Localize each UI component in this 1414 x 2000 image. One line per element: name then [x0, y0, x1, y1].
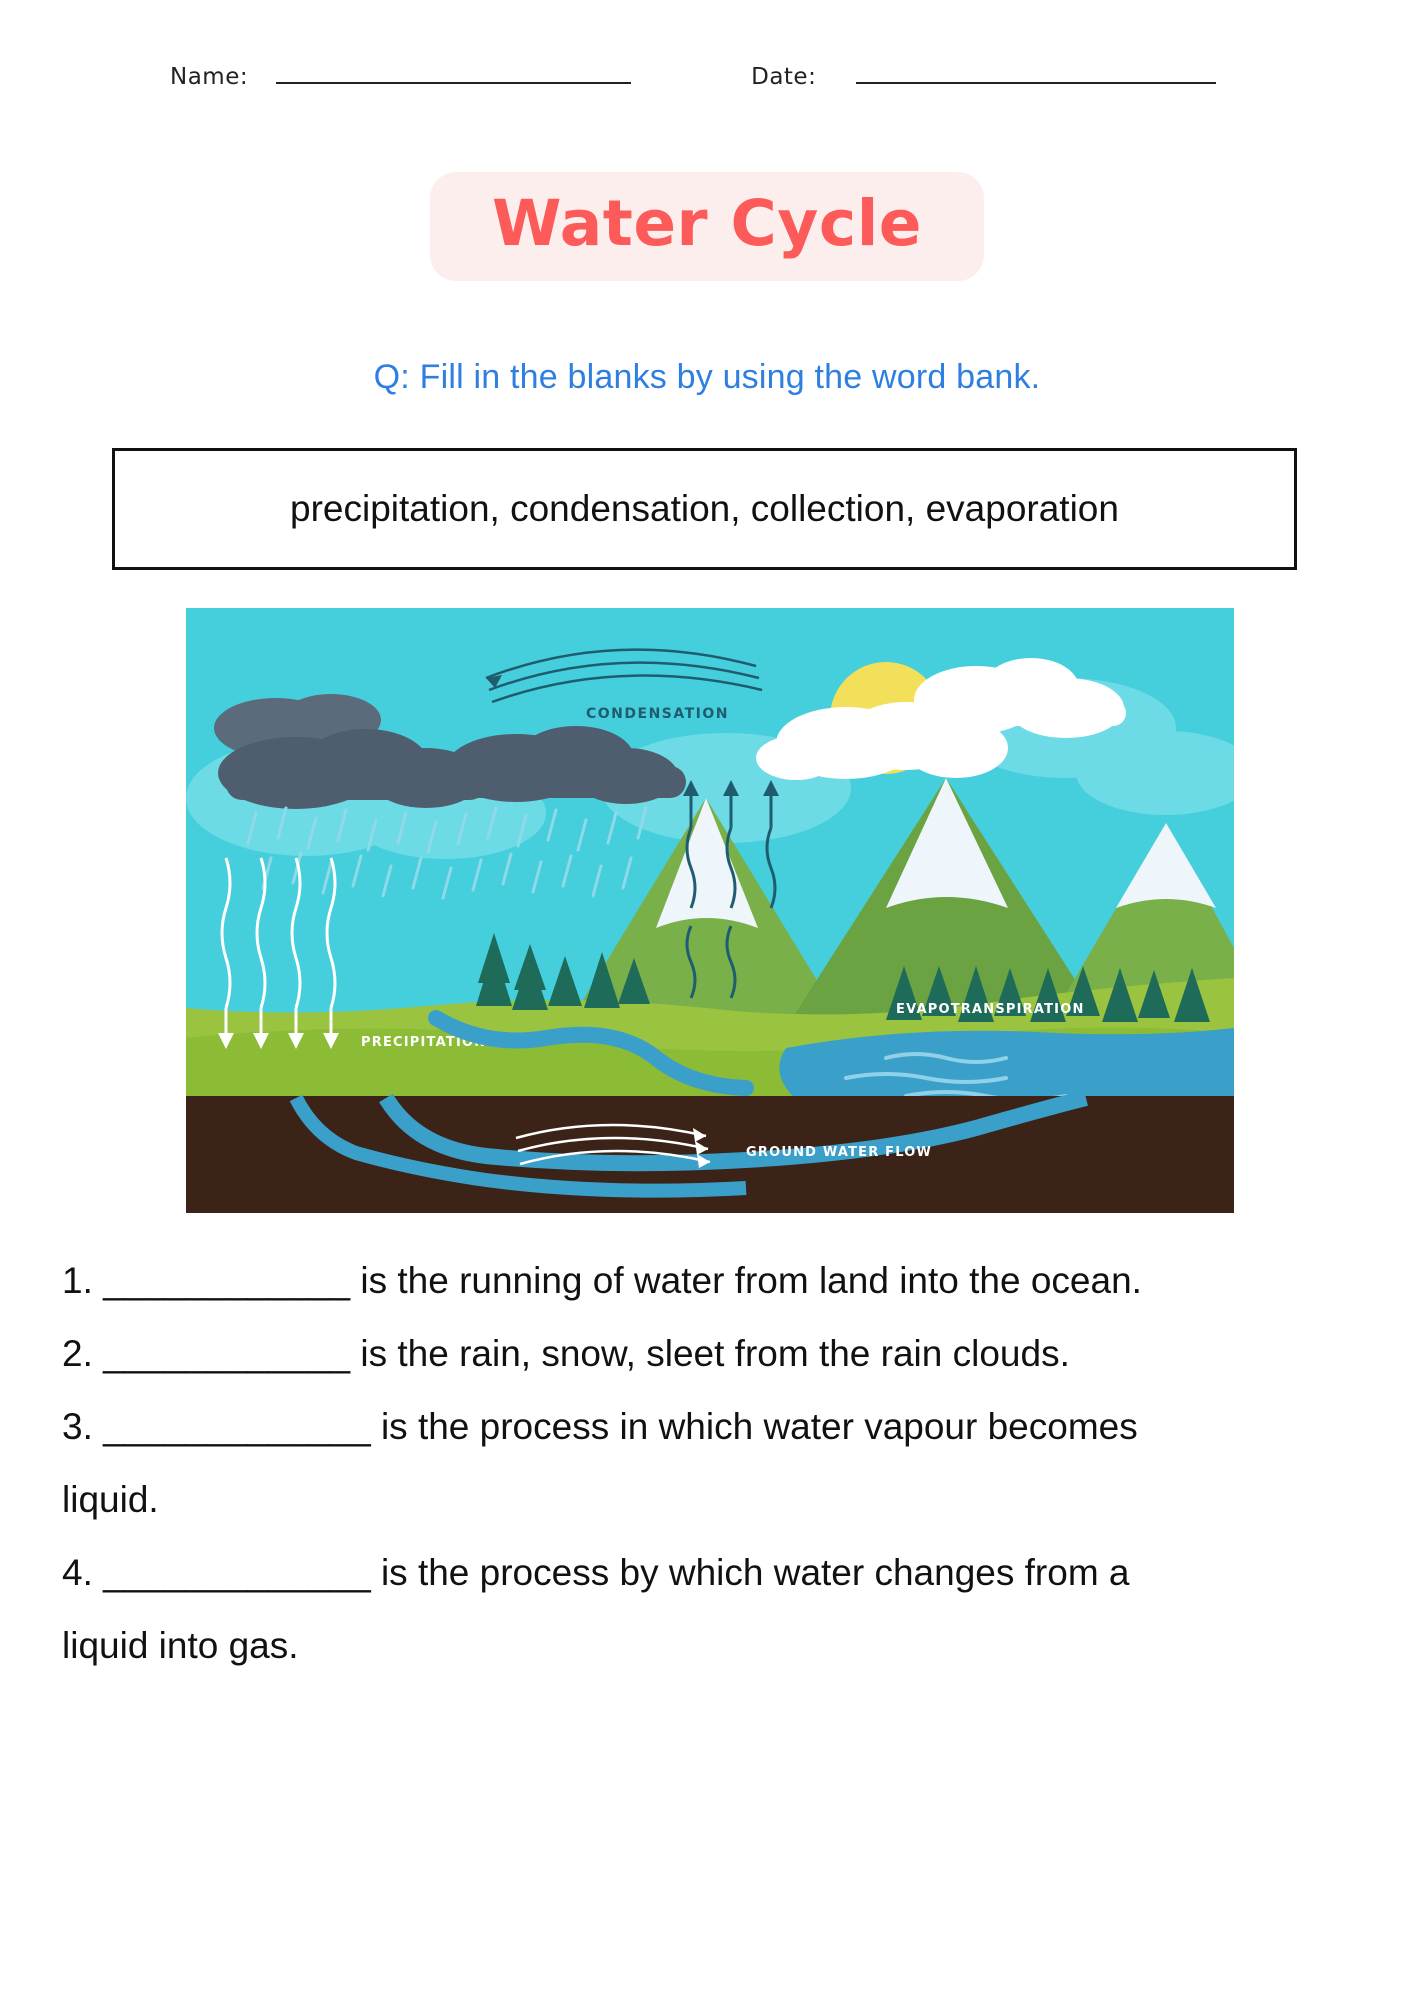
word-bank-text: precipitation, condensation, collection, evaporation: [290, 488, 1119, 529]
question-item-1: [62, 1262, 1372, 1299]
question-blank-3[interactable]: _____________: [103, 1406, 371, 1447]
question-text-3: is the process in which water vapour becomes: [380, 1406, 1138, 1447]
question-number-4: 4.: [62, 1552, 93, 1593]
question-text-2: is the rain, snow, sleet from the rain clouds.: [360, 1333, 1070, 1374]
svg-text:CONDENSATION: CONDENSATION: [586, 706, 730, 722]
question-item-2: [62, 1335, 1372, 1372]
questions-list: [62, 1262, 1372, 1700]
name-label: Name:: [170, 64, 249, 90]
worksheet-header: [170, 60, 1260, 90]
title-container: [0, 172, 1414, 281]
date-field: [751, 60, 1216, 90]
question-text-3-line2: liquid.: [62, 1479, 159, 1520]
question-text-4: is the process by which water changes from a: [380, 1552, 1130, 1593]
question-blank-2[interactable]: ____________: [103, 1333, 351, 1374]
question-text-4-line2: liquid into gas.: [62, 1625, 299, 1666]
question-item-4: [62, 1554, 1372, 1664]
name-field: [170, 60, 631, 90]
word-bank-box: [112, 448, 1297, 570]
svg-text:EVAPOTRANSPIRATION: EVAPOTRANSPIRATION: [896, 1002, 1085, 1017]
question-number-1: 1.: [62, 1260, 93, 1301]
name-input-line[interactable]: [276, 60, 631, 84]
question-number-3: 3.: [62, 1406, 93, 1447]
question-item-3: [62, 1408, 1372, 1518]
question-text-1: is the running of water from land into the ocean.: [360, 1260, 1142, 1301]
date-label: Date:: [751, 64, 817, 90]
instruction-text: Q: Fill in the blanks by using the word bank.: [373, 358, 1041, 396]
water-cycle-illustration: [186, 608, 1234, 1213]
page-title: Water Cycle: [491, 187, 923, 260]
date-input-line[interactable]: [856, 60, 1216, 84]
svg-text:GROUND WATER FLOW: GROUND WATER FLOW: [746, 1145, 933, 1160]
question-blank-4[interactable]: _____________: [103, 1552, 371, 1593]
question-number-2: 2.: [62, 1333, 93, 1374]
title-chip: [430, 172, 984, 281]
question-blank-1[interactable]: ____________: [103, 1260, 351, 1301]
svg-text:PRECIPITATION: PRECIPITATION: [361, 1035, 487, 1050]
